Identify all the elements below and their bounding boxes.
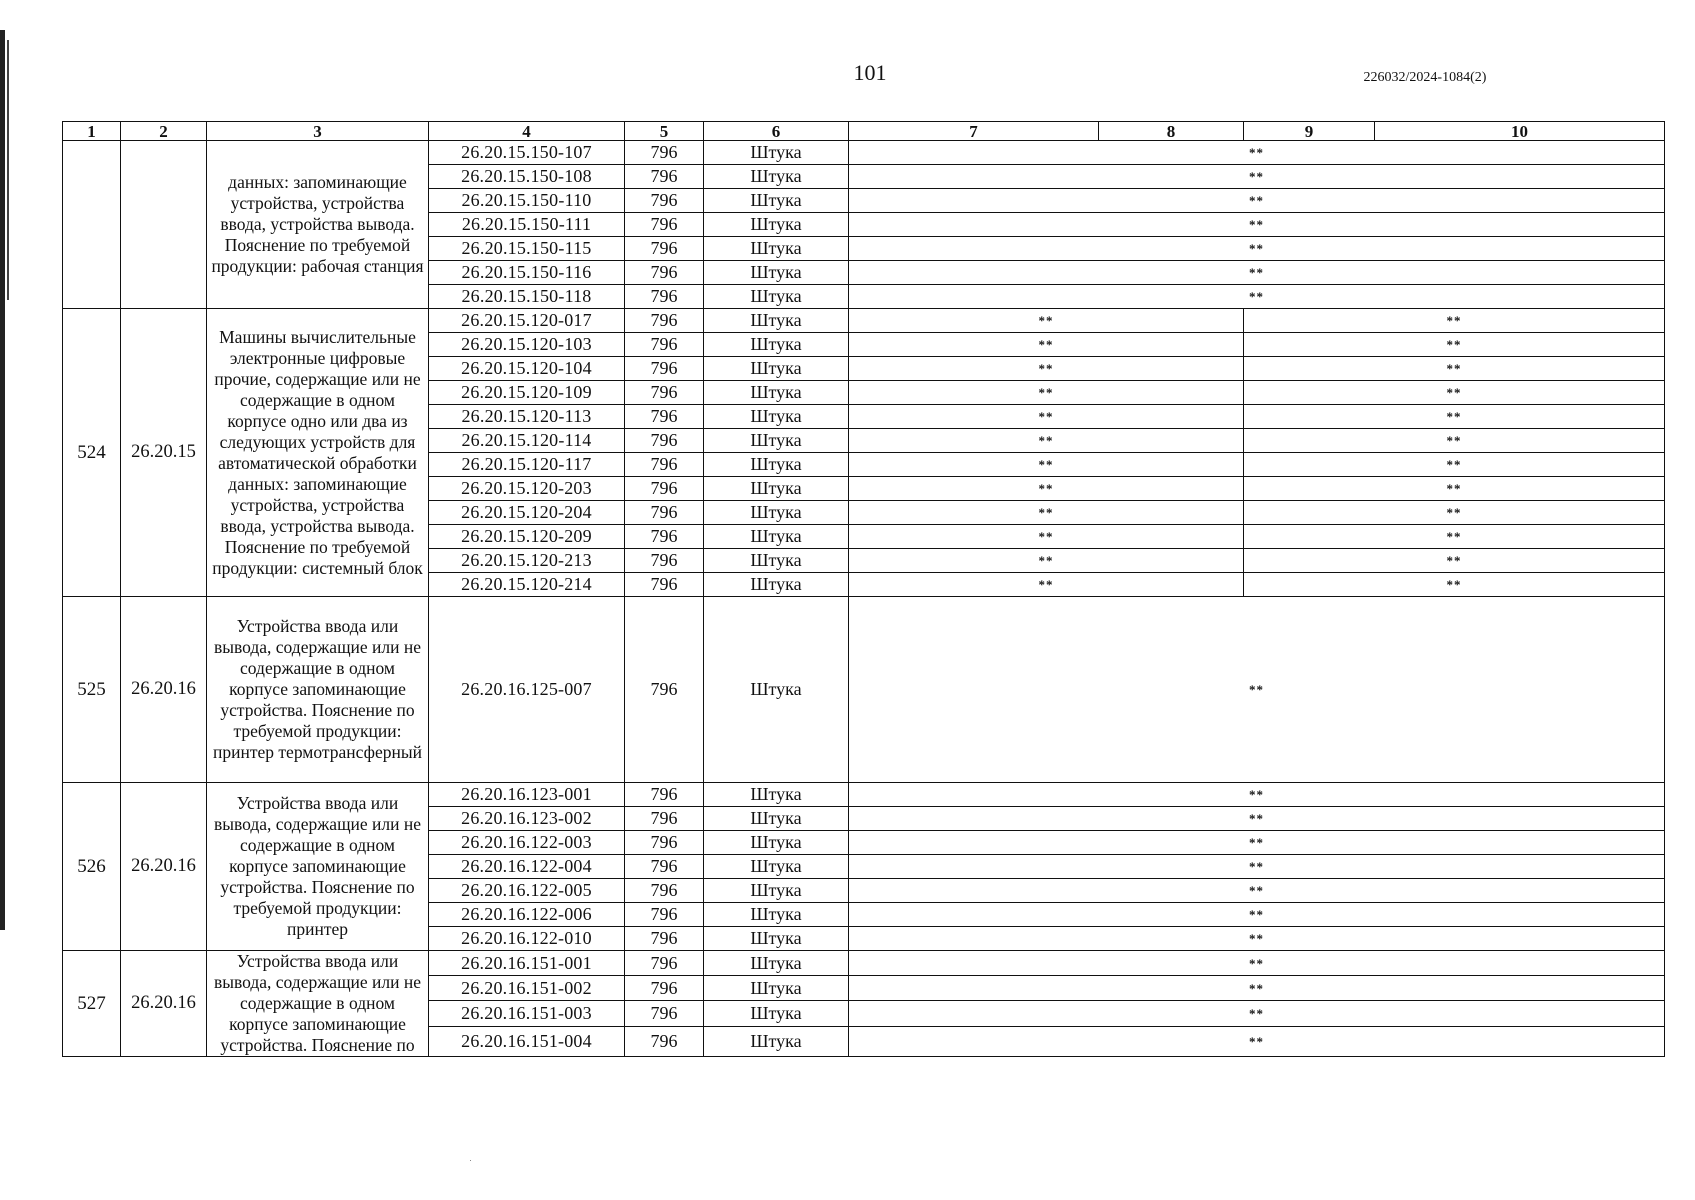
unit-name-cell: Штука xyxy=(704,903,849,927)
okei-code-cell: 796 xyxy=(625,405,704,429)
okpd-code-cell: 26.20.16 xyxy=(121,597,207,783)
characteristics-cell-a: ** xyxy=(849,405,1244,429)
ktru-code-cell: 26.20.16.123-001 xyxy=(429,783,625,807)
characteristics-cell: ** xyxy=(849,597,1665,783)
characteristics-cell-a: ** xyxy=(849,309,1244,333)
unit-name-cell: Штука xyxy=(704,429,849,453)
okpd-code-cell: 26.20.16 xyxy=(121,783,207,951)
okei-code-cell: 796 xyxy=(625,477,704,501)
table-row xyxy=(63,141,1665,165)
okei-code-cell: 796 xyxy=(625,903,704,927)
unit-name-cell: Штука xyxy=(704,333,849,357)
column-header-9: 9 xyxy=(1244,122,1375,141)
item-description-cell: Устройства ввода или вывода, содержащие или не содержащие в одном корпусе запоминающие устройства. Пояснение по xyxy=(207,951,429,1057)
okei-code-cell: 796 xyxy=(625,189,704,213)
characteristics-cell-a: ** xyxy=(849,573,1244,597)
ktru-code-cell: 26.20.16.122-006 xyxy=(429,903,625,927)
characteristics-cell-b: ** xyxy=(1244,309,1665,333)
ktru-code-cell: 26.20.15.120-204 xyxy=(429,501,625,525)
characteristics-cell: ** xyxy=(849,951,1665,976)
column-header-7: 7 xyxy=(849,122,1099,141)
characteristics-cell-a: ** xyxy=(849,429,1244,453)
unit-name-cell: Штука xyxy=(704,357,849,381)
table-body xyxy=(63,141,1665,1057)
characteristics-cell-a: ** xyxy=(849,477,1244,501)
unit-name-cell: Штука xyxy=(704,501,849,525)
table-row xyxy=(63,783,1665,807)
ktru-code-cell: 26.20.15.150-107 xyxy=(429,141,625,165)
characteristics-cell-b: ** xyxy=(1244,501,1665,525)
okei-code-cell: 796 xyxy=(625,309,704,333)
unit-name-cell: Штука xyxy=(704,141,849,165)
unit-name-cell: Штука xyxy=(704,927,849,951)
column-header-6: 6 xyxy=(704,122,849,141)
okei-code-cell: 796 xyxy=(625,855,704,879)
column-header-1: 1 xyxy=(63,122,121,141)
okei-code-cell: 796 xyxy=(625,1001,704,1026)
characteristics-cell-b: ** xyxy=(1244,453,1665,477)
characteristics-cell: ** xyxy=(849,927,1665,951)
ktru-code-cell: 26.20.15.150-110 xyxy=(429,189,625,213)
characteristics-cell: ** xyxy=(849,831,1665,855)
characteristics-cell-a: ** xyxy=(849,357,1244,381)
okei-code-cell: 796 xyxy=(625,501,704,525)
unit-name-cell: Штука xyxy=(704,783,849,807)
okei-code-cell: 796 xyxy=(625,285,704,309)
unit-name-cell: Штука xyxy=(704,831,849,855)
okei-code-cell: 796 xyxy=(625,951,704,976)
ktru-code-cell: 26.20.16.122-003 xyxy=(429,831,625,855)
ktru-code-cell: 26.20.15.120-117 xyxy=(429,453,625,477)
characteristics-cell-b: ** xyxy=(1244,477,1665,501)
column-header-2: 2 xyxy=(121,122,207,141)
unit-name-cell: Штука xyxy=(704,597,849,783)
characteristics-cell-b: ** xyxy=(1244,333,1665,357)
unit-name-cell: Штука xyxy=(704,381,849,405)
ktru-code-cell: 26.20.16.151-002 xyxy=(429,976,625,1001)
ktru-code-cell: 26.20.15.150-115 xyxy=(429,237,625,261)
characteristics-cell: ** xyxy=(849,165,1665,189)
unit-name-cell: Штука xyxy=(704,1001,849,1026)
okei-code-cell: 796 xyxy=(625,165,704,189)
item-description-cell: данных: запоминающие устройства, устройства ввода, устройства вывода. Пояснение по требуемой продукции: рабочая станция xyxy=(207,141,429,309)
column-header-8: 8 xyxy=(1099,122,1244,141)
unit-name-cell: Штука xyxy=(704,453,849,477)
characteristics-cell-a: ** xyxy=(849,381,1244,405)
characteristics-cell: ** xyxy=(849,879,1665,903)
characteristics-cell: ** xyxy=(849,213,1665,237)
okpd-code-cell xyxy=(121,141,207,309)
document-id: 226032/2024-1084(2) xyxy=(1363,70,1487,85)
unit-name-cell: Штука xyxy=(704,573,849,597)
column-header-10: 10 xyxy=(1375,122,1665,141)
characteristics-cell: ** xyxy=(849,807,1665,831)
ktru-code-cell: 26.20.15.120-109 xyxy=(429,381,625,405)
column-header-4: 4 xyxy=(429,122,625,141)
unit-name-cell: Штука xyxy=(704,976,849,1001)
characteristics-cell: ** xyxy=(849,1001,1665,1026)
unit-name-cell: Штука xyxy=(704,261,849,285)
okei-code-cell: 796 xyxy=(625,549,704,573)
ktru-code-cell: 26.20.15.150-116 xyxy=(429,261,625,285)
table-header-row xyxy=(63,122,1665,141)
characteristics-cell-a: ** xyxy=(849,501,1244,525)
unit-name-cell: Штука xyxy=(704,855,849,879)
procurement-table xyxy=(62,121,1665,1057)
row-number-cell: 527 xyxy=(63,951,121,1057)
column-header-3: 3 xyxy=(207,122,429,141)
characteristics-cell-b: ** xyxy=(1244,573,1665,597)
ktru-code-cell: 26.20.15.120-214 xyxy=(429,573,625,597)
okei-code-cell: 796 xyxy=(625,831,704,855)
scan-edge-mark-secondary xyxy=(7,40,9,300)
characteristics-cell-b: ** xyxy=(1244,429,1665,453)
ktru-code-cell: 26.20.15.120-104 xyxy=(429,357,625,381)
unit-name-cell: Штука xyxy=(704,549,849,573)
okei-code-cell: 796 xyxy=(625,525,704,549)
okei-code-cell: 796 xyxy=(625,1026,704,1056)
characteristics-cell-b: ** xyxy=(1244,525,1665,549)
unit-name-cell: Штука xyxy=(704,951,849,976)
unit-name-cell: Штука xyxy=(704,165,849,189)
characteristics-cell: ** xyxy=(849,141,1665,165)
scan-edge-mark xyxy=(0,30,5,930)
characteristics-cell: ** xyxy=(849,285,1665,309)
unit-name-cell: Штука xyxy=(704,189,849,213)
row-number-cell xyxy=(63,141,121,309)
ktru-code-cell: 26.20.16.122-010 xyxy=(429,927,625,951)
okei-code-cell: 796 xyxy=(625,357,704,381)
unit-name-cell: Штука xyxy=(704,237,849,261)
characteristics-cell: ** xyxy=(849,237,1665,261)
okei-code-cell: 796 xyxy=(625,141,704,165)
okei-code-cell: 796 xyxy=(625,976,704,1001)
ktru-code-cell: 26.20.15.120-203 xyxy=(429,477,625,501)
ktru-code-cell: 26.20.15.120-209 xyxy=(429,525,625,549)
unit-name-cell: Штука xyxy=(704,405,849,429)
okei-code-cell: 796 xyxy=(625,261,704,285)
row-number-cell: 525 xyxy=(63,597,121,783)
characteristics-cell-b: ** xyxy=(1244,381,1665,405)
table-row xyxy=(63,309,1665,333)
ktru-code-cell: 26.20.16.122-005 xyxy=(429,879,625,903)
ktru-code-cell: 26.20.15.120-103 xyxy=(429,333,625,357)
item-description-cell: Машины вычислительные электронные цифровые прочие, содержащие или не содержащие в одном корпусе одно или два из следующих устройств для автоматической обработки данных: запоминающие устройства, устройства ввода, устройства вывода. Пояснение по требуемой продукции: системный блок xyxy=(207,309,429,597)
unit-name-cell: Штука xyxy=(704,525,849,549)
okei-code-cell: 796 xyxy=(625,213,704,237)
unit-name-cell: Штука xyxy=(704,807,849,831)
unit-name-cell: Штука xyxy=(704,285,849,309)
okei-code-cell: 796 xyxy=(625,237,704,261)
okei-code-cell: 796 xyxy=(625,381,704,405)
ktru-code-cell: 26.20.16.151-001 xyxy=(429,951,625,976)
characteristics-cell-a: ** xyxy=(849,549,1244,573)
unit-name-cell: Штука xyxy=(704,879,849,903)
unit-name-cell: Штука xyxy=(704,1026,849,1056)
okei-code-cell: 796 xyxy=(625,783,704,807)
characteristics-cell-a: ** xyxy=(849,333,1244,357)
item-description-cell: Устройства ввода или вывода, содержащие или не содержащие в одном корпусе запоминающие устройства. Пояснение по требуемой продукции: принтер термотрансферный xyxy=(207,597,429,783)
okei-code-cell: 796 xyxy=(625,573,704,597)
okei-code-cell: 796 xyxy=(625,453,704,477)
table-row xyxy=(63,597,1665,783)
row-number-cell: 526 xyxy=(63,783,121,951)
characteristics-cell-b: ** xyxy=(1244,549,1665,573)
characteristics-cell: ** xyxy=(849,189,1665,213)
characteristics-cell: ** xyxy=(849,855,1665,879)
ktru-code-cell: 26.20.15.150-111 xyxy=(429,213,625,237)
okei-code-cell: 796 xyxy=(625,807,704,831)
okpd-code-cell: 26.20.16 xyxy=(121,951,207,1057)
table-row xyxy=(63,951,1665,976)
ktru-code-cell: 26.20.16.123-002 xyxy=(429,807,625,831)
ktru-code-cell: 26.20.16.151-004 xyxy=(429,1026,625,1056)
ktru-code-cell: 26.20.15.150-108 xyxy=(429,165,625,189)
characteristics-cell: ** xyxy=(849,783,1665,807)
characteristics-cell-b: ** xyxy=(1244,357,1665,381)
okei-code-cell: 796 xyxy=(625,597,704,783)
okpd-code-cell: 26.20.15 xyxy=(121,309,207,597)
characteristics-cell: ** xyxy=(849,903,1665,927)
item-description-cell: Устройства ввода или вывода, содержащие или не содержащие в одном корпусе запоминающие устройства. Пояснение по требуемой продукции: принтер xyxy=(207,783,429,951)
characteristics-cell-b: ** xyxy=(1244,405,1665,429)
ktru-code-cell: 26.20.15.120-113 xyxy=(429,405,625,429)
ktru-code-cell: 26.20.15.120-213 xyxy=(429,549,625,573)
okei-code-cell: 796 xyxy=(625,879,704,903)
characteristics-cell-a: ** xyxy=(849,453,1244,477)
page-number: 101 xyxy=(853,60,887,85)
column-header-5: 5 xyxy=(625,122,704,141)
ktru-code-cell: 26.20.16.125-007 xyxy=(429,597,625,783)
characteristics-cell-a: ** xyxy=(849,525,1244,549)
okei-code-cell: 796 xyxy=(625,333,704,357)
ktru-code-cell: 26.20.15.120-114 xyxy=(429,429,625,453)
ktru-code-cell: 26.20.16.151-003 xyxy=(429,1001,625,1026)
characteristics-cell: ** xyxy=(849,976,1665,1001)
okei-code-cell: 796 xyxy=(625,429,704,453)
ktru-code-cell: 26.20.15.120-017 xyxy=(429,309,625,333)
unit-name-cell: Штука xyxy=(704,309,849,333)
okei-code-cell: 796 xyxy=(625,927,704,951)
ktru-code-cell: 26.20.15.150-118 xyxy=(429,285,625,309)
scan-speck xyxy=(470,1160,471,1161)
ktru-code-cell: 26.20.16.122-004 xyxy=(429,855,625,879)
characteristics-cell: ** xyxy=(849,261,1665,285)
characteristics-cell: ** xyxy=(849,1026,1665,1056)
unit-name-cell: Штука xyxy=(704,477,849,501)
row-number-cell: 524 xyxy=(63,309,121,597)
unit-name-cell: Штука xyxy=(704,213,849,237)
